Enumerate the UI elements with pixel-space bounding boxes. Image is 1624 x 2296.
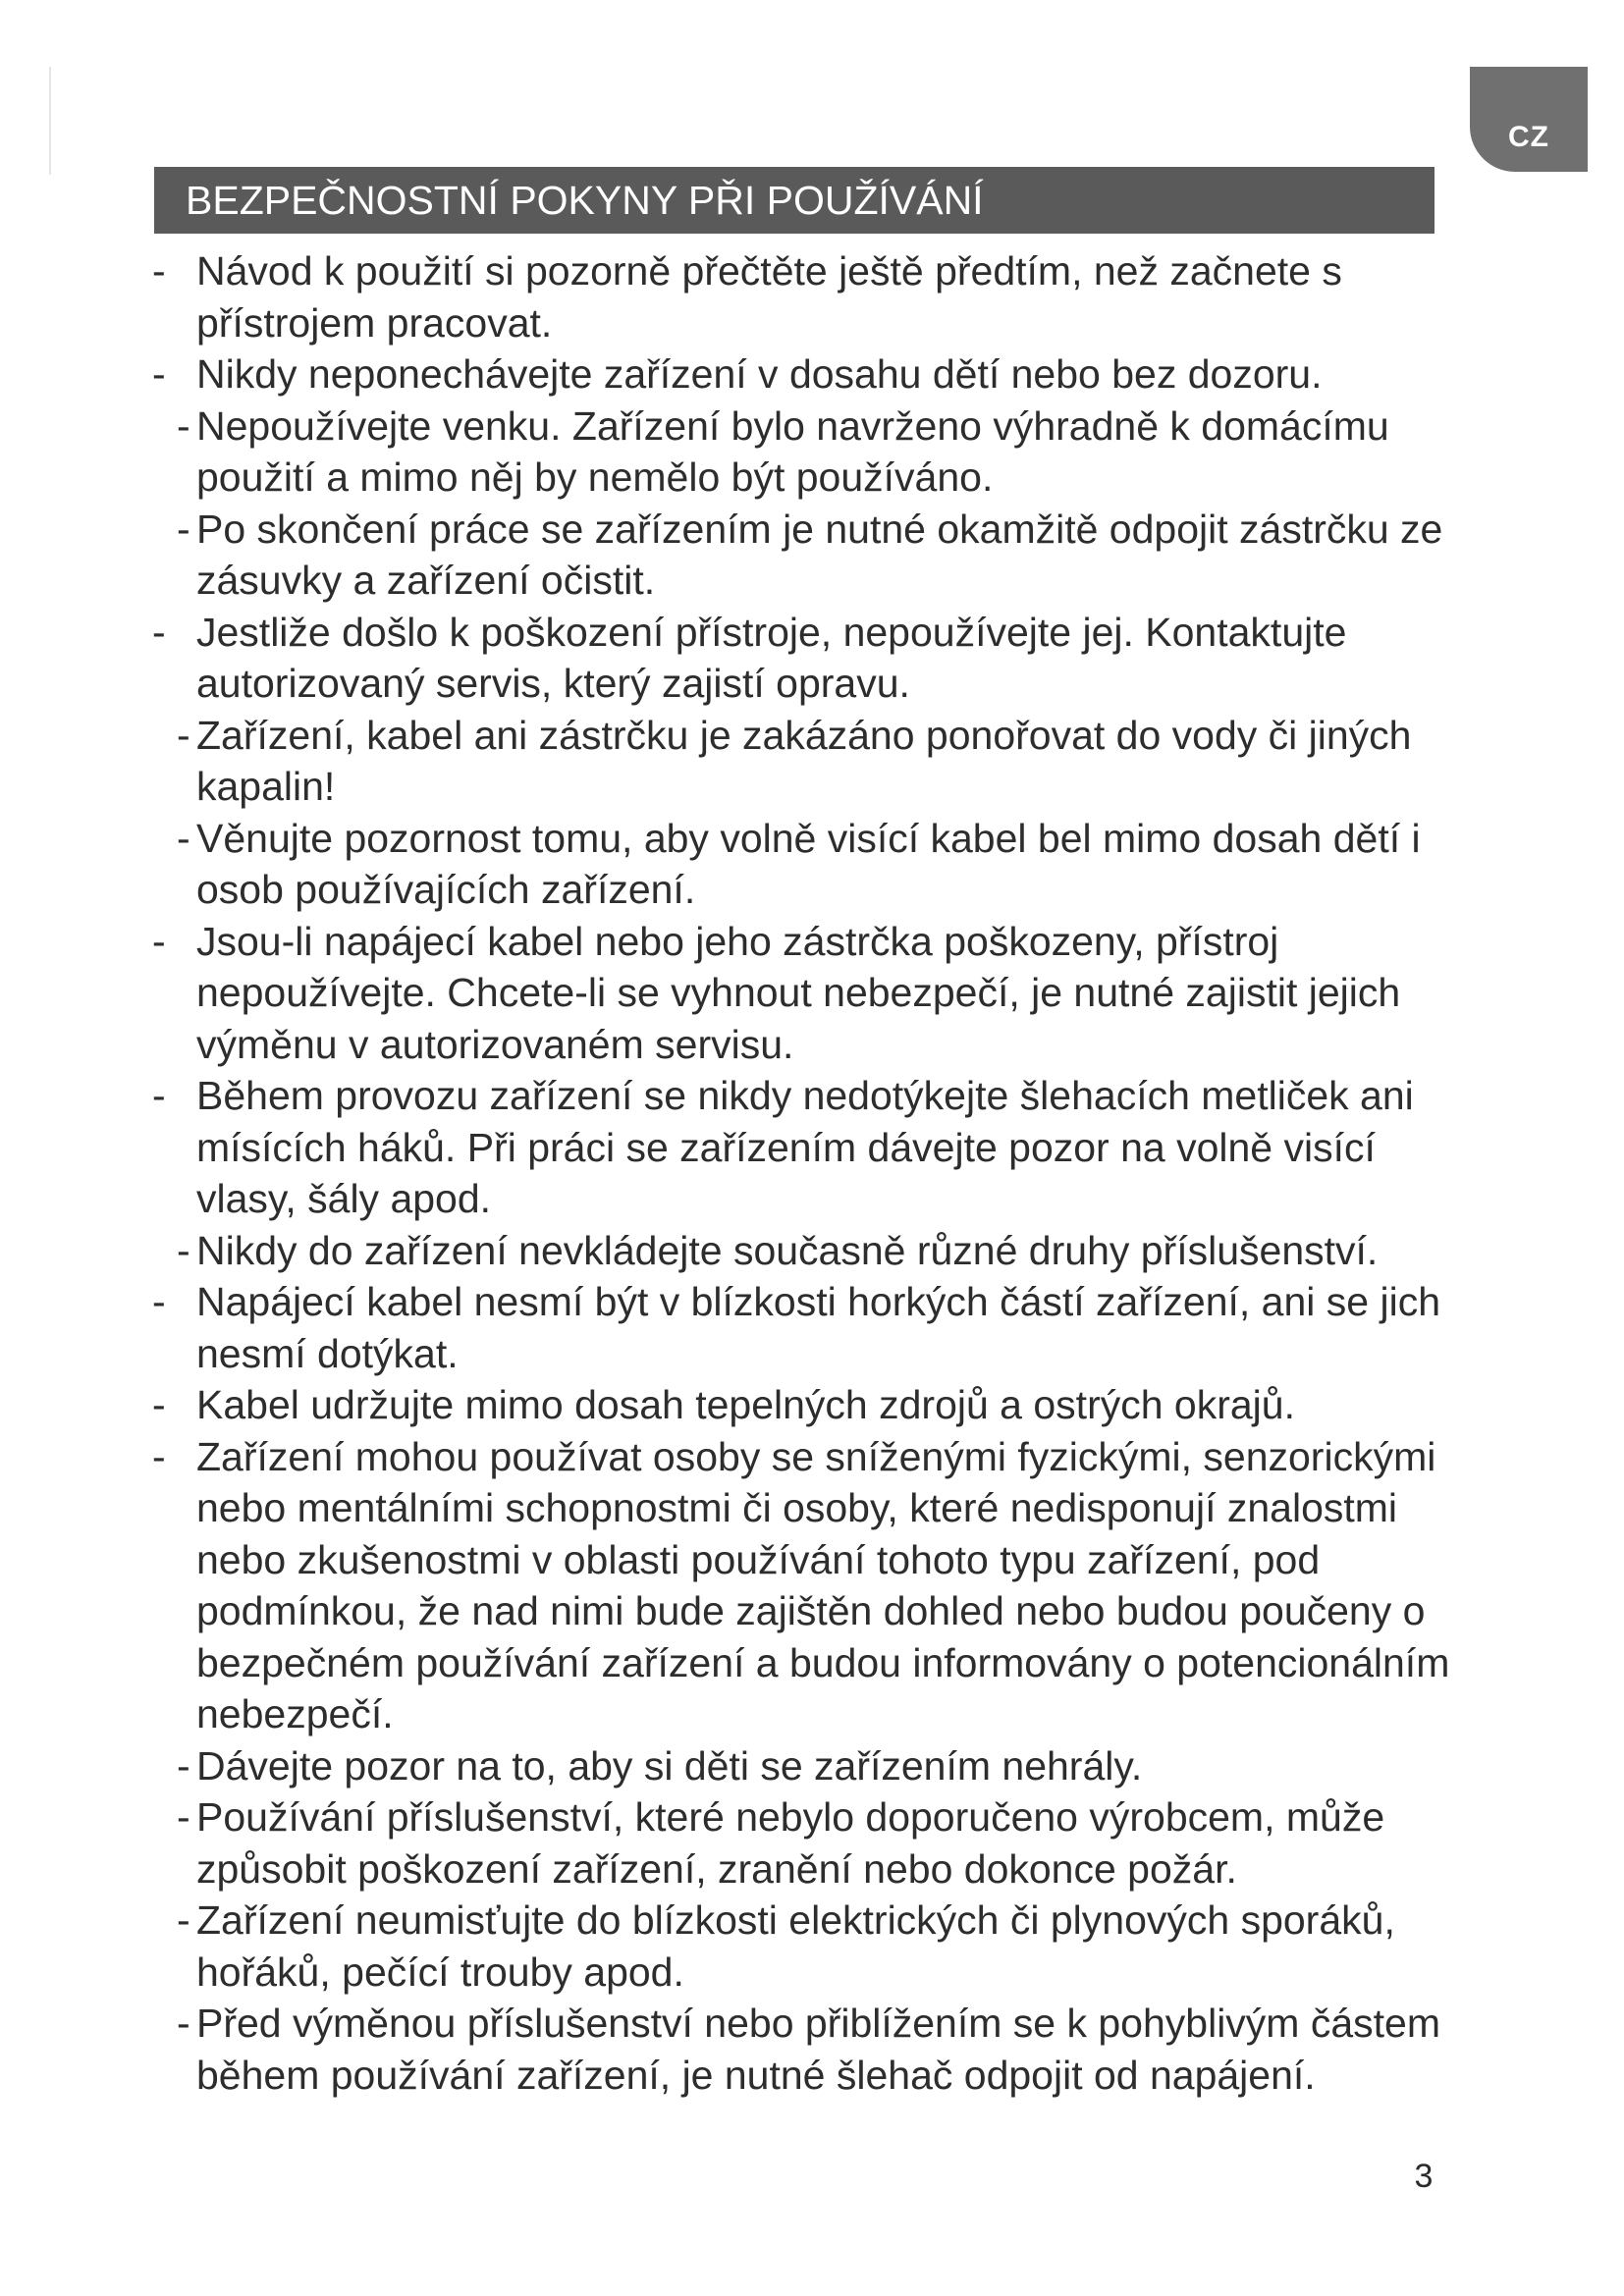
bullet-dash: - <box>152 248 166 294</box>
list-item-text: Zařízení, kabel ani zástrčku je zakázáno ponořovat do vody či jiných kapalin! <box>196 712 1412 809</box>
list-item-text: Zařízení mohou používat osoby se sníženými fyzickými, senzorickými nebo mentálními schopnostmi či osoby, které nedisponují znalostmi nebo zkušenostmi v oblasti používání tohoto typu zařízení, pod podmínkou, že nad nimi bude zajištěn dohled nebo budou poučeny o bezpečném používání zařízení a budou informovány o potencionálním nebezpečí. <box>196 1433 1450 1736</box>
list-item-text: Jestliže došlo k poškození přístroje, nepoužívejte jej. Kontaktujte autorizovaný servis, který zajistí opravu. <box>196 609 1347 706</box>
bullet-dash: - <box>152 1073 166 1118</box>
bullet-dash: - <box>177 2001 190 2046</box>
bullet-dash: - <box>177 402 190 449</box>
list-item <box>0 1895 1483 1998</box>
list-item <box>0 710 1483 813</box>
list-item <box>0 1276 1483 1379</box>
bullet-dash: - <box>177 815 190 861</box>
bullet-dash: - <box>177 506 190 552</box>
bullet-dash: - <box>177 712 190 758</box>
list-item-text: Nepoužívejte venku. Zařízení bylo navrženo výhradně k domácímu použití a mimo něj by nemělo být používáno. <box>196 402 1389 500</box>
list-item <box>0 1431 1483 1740</box>
list-item <box>0 916 1483 1071</box>
list-item <box>0 607 1483 710</box>
bullet-dash: - <box>152 1433 166 1479</box>
bullet-dash: - <box>177 1742 190 1789</box>
bullet-dash: - <box>152 1279 166 1324</box>
list-item-text: Používání příslušenství, které nebylo doporučeno výrobcem, může způsobit poškození zařízení, zranění nebo dokonce požár. <box>196 1794 1385 1892</box>
list-item-text: Dávejte pozor na to, aby si děti se zařízením nehrály. <box>196 1742 1143 1789</box>
list-item-text: Během provozu zařízení se nikdy nedotýkejte šlehacích metliček ani mísících háků. Při práci se zařízením dávejte pozor na volně visící vlasy, šály apod. <box>196 1073 1414 1221</box>
list-item-text: Nikdy neponechávejte zařízení v dosahu dětí nebo bez dozoru. <box>196 351 1323 397</box>
list-item <box>0 1791 1483 1895</box>
bullet-dash: - <box>177 1227 190 1273</box>
list-item-text: Zařízení neumisťujte do blízkosti elektrických či plynových sporáků, hořáků, pečící trouby apod. <box>196 1897 1395 1995</box>
list-item <box>0 1225 1483 1277</box>
list-item <box>0 1740 1483 1792</box>
bullet-dash: - <box>152 1382 166 1427</box>
list-item-text: Návod k použití si pozorně přečtěte ještě předtím, než začnete s přístrojem pracovat. <box>196 248 1342 346</box>
language-tab <box>1470 67 1588 172</box>
list-item-text: Nikdy do zařízení nevkládejte současně různé druhy příslušenství. <box>196 1227 1379 1273</box>
list-item-text: Před výměnou příslušenství nebo přiblížením se k pohyblivým částem během používání zařízení, je nutné šlehač odpojit od napájení. <box>196 2001 1440 2098</box>
list-item <box>0 1998 1483 2101</box>
bullet-dash: - <box>152 351 166 397</box>
section-header <box>154 167 1435 234</box>
list-item <box>0 348 1483 400</box>
list-item <box>0 1070 1483 1225</box>
list-item-text: Napájecí kabel nesmí být v blízkosti horkých částí zařízení, ani se jich nesmí dotýkat. <box>196 1279 1440 1376</box>
list-item <box>0 400 1483 504</box>
section-title: BEZPEČNOSTNÍ POKYNY PŘI POUŽÍVÁNÍ <box>186 178 984 223</box>
bullet-dash: - <box>177 1794 190 1840</box>
list-item-text: Jsou-li napájecí kabel nebo jeho zástrčka poškozeny, přístroj nepoužívejte. Chcete-li se vyhnout nebezpečí, je nutné zajistit jejich výměnu v autorizovaném servisu. <box>196 918 1401 1067</box>
list-item-text: Kabel udržujte mimo dosah tepelných zdrojů a ostrých okrajů. <box>196 1382 1295 1427</box>
list-item-text: Věnujte pozornost tomu, aby volně visící kabel bel mimo dosah dětí i osob používajících zařízení. <box>196 815 1421 912</box>
bullet-dash: - <box>177 1897 190 1943</box>
bullet-dash: - <box>152 609 166 655</box>
list-item <box>0 504 1483 607</box>
list-item <box>0 1379 1483 1431</box>
language-tab-label: CZ <box>1508 121 1549 153</box>
bullet-dash: - <box>152 918 166 964</box>
crop-mark <box>49 67 51 175</box>
list-item-text: Po skončení práce se zařízením je nutné okamžitě odpojit zástrčku ze zásuvky a zařízení očistit. <box>196 506 1443 603</box>
list-item <box>0 245 1483 348</box>
safety-instructions-list <box>0 245 1624 2101</box>
page-number: 3 <box>1414 2158 1434 2195</box>
list-item <box>0 813 1483 916</box>
